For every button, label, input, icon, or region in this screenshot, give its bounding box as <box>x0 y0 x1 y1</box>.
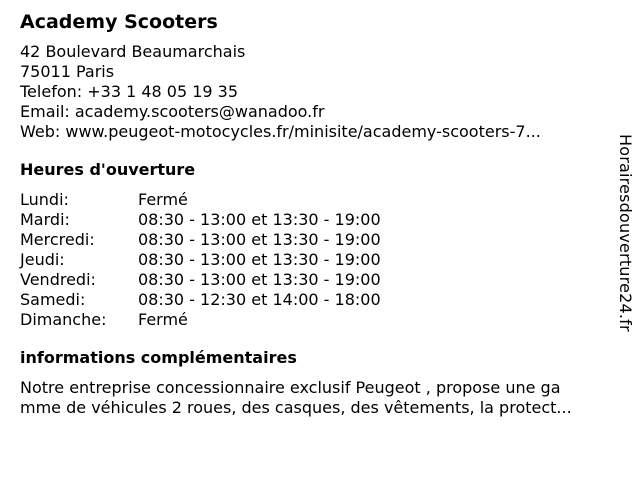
hours-row-saturday <box>20 290 620 310</box>
hours-value: Fermé <box>138 310 188 329</box>
hours-value: 08:30 - 13:00 et 13:30 - 19:00 <box>138 250 381 269</box>
hours-value: 08:30 - 13:00 et 13:30 - 19:00 <box>138 230 381 249</box>
hours-row-sunday <box>20 310 620 330</box>
hours-title: Heures d'ouverture <box>20 160 196 179</box>
hours-row-tuesday <box>20 210 620 230</box>
side-brand-watermark: Horairesdouverture24.fr <box>616 134 635 332</box>
info-text <box>20 378 620 418</box>
address-street: 42 Boulevard Beaumarchais <box>20 42 246 61</box>
hours-day: Samedi: <box>20 290 86 309</box>
hours-value: 08:30 - 12:30 et 14:00 - 18:00 <box>138 290 381 309</box>
info-line-1: Notre entreprise concessionnaire exclusif Peugeot , propose une ga <box>20 378 561 397</box>
hours-day: Lundi: <box>20 190 69 209</box>
hours-day: Mardi: <box>20 210 70 229</box>
hours-row-monday <box>20 190 620 210</box>
business-card <box>20 10 620 418</box>
address-block <box>20 42 620 142</box>
email-line: Email: academy.scooters@wanadoo.fr <box>20 102 325 121</box>
hours-value: 08:30 - 13:00 et 13:30 - 19:00 <box>138 270 381 289</box>
web-line: Web: www.peugeot-motocycles.fr/minisite/academy-scooters-7... <box>20 122 541 141</box>
address-city: 75011 Paris <box>20 62 115 81</box>
business-name: Academy Scooters <box>20 11 218 33</box>
hours-day: Mercredi: <box>20 230 95 249</box>
hours-row-thursday <box>20 250 620 270</box>
hours-day: Vendredi: <box>20 270 96 289</box>
phone-line: Telefon: +33 1 48 05 19 35 <box>20 82 239 101</box>
hours-day: Jeudi: <box>20 250 65 269</box>
info-line-2: mme de véhicules 2 roues, des casques, des vêtements, la protect... <box>20 398 572 417</box>
hours-table <box>20 190 620 330</box>
hours-row-wednesday <box>20 230 620 250</box>
info-title: informations complémentaires <box>20 348 297 367</box>
hours-row-friday <box>20 270 620 290</box>
hours-day: Dimanche: <box>20 310 107 329</box>
hours-value: 08:30 - 13:00 et 13:30 - 19:00 <box>138 210 381 229</box>
hours-value: Fermé <box>138 190 188 209</box>
